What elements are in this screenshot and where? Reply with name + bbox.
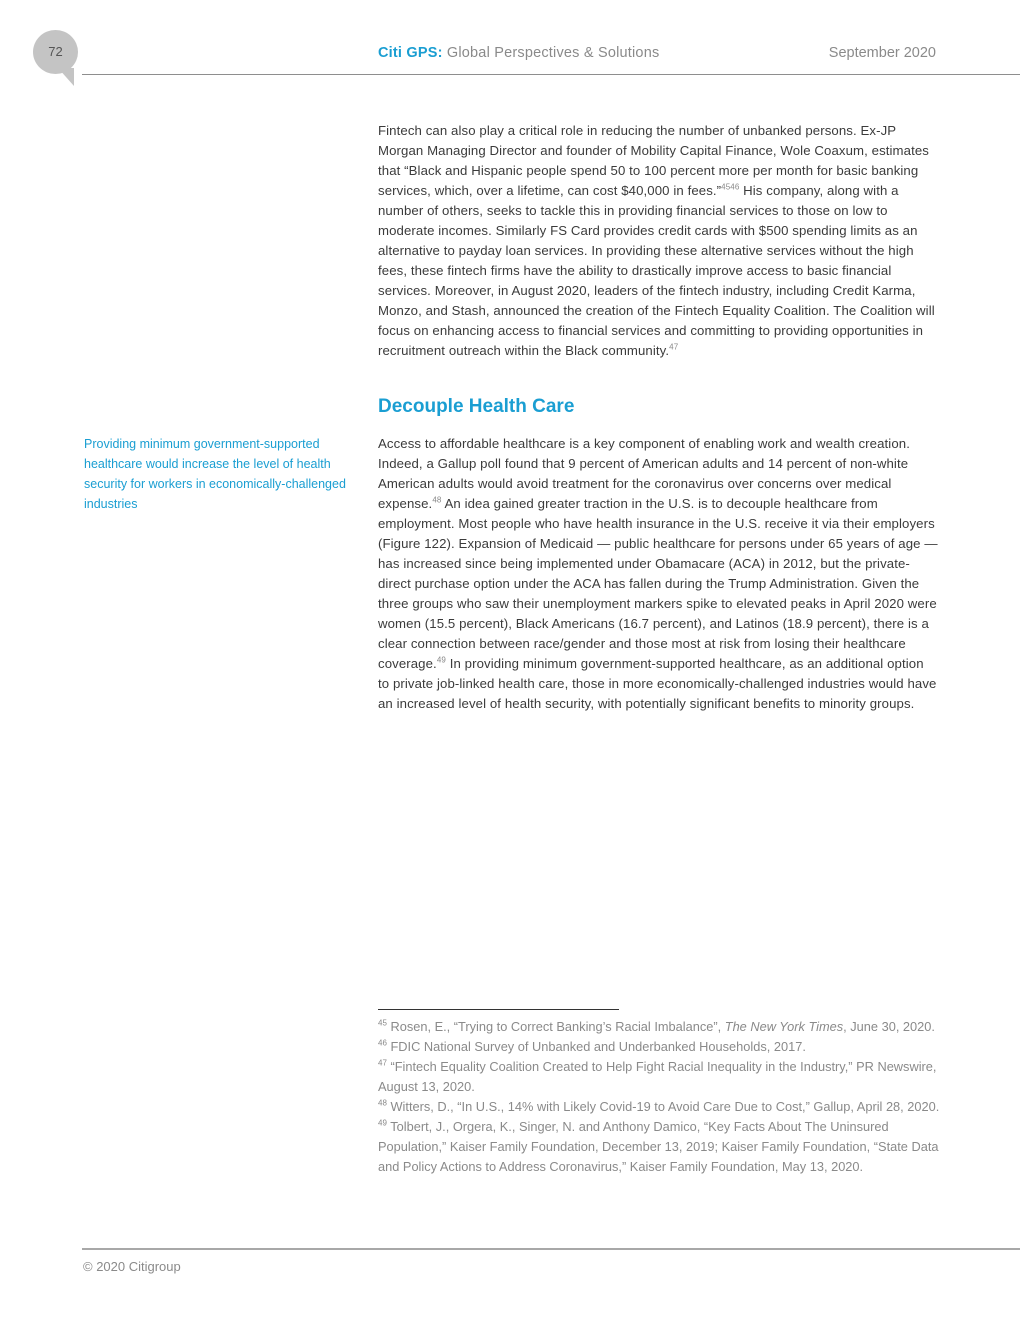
footer-copyright: © 2020 Citigroup — [83, 1259, 181, 1274]
footer-divider — [82, 1248, 1020, 1250]
header-brand: Citi GPS: — [378, 45, 443, 61]
footnote-ref-49: 49 — [436, 655, 446, 665]
footnote-text-tail: , June 30, 2020. — [843, 1019, 935, 1034]
footnote-item — [378, 1017, 940, 1037]
body-paragraph-healthcare — [378, 434, 938, 714]
header-title — [378, 45, 659, 61]
p2-text-b: An idea gained greater traction in the U.S. is to decouple healthcare from employment. Most people who have health insurance in the U.S. receive it via their employers (Figure 122). Expansion of Medicaid — public healthcare for persons under 65 years of age — has increased since being implemented under Obamacare (ACA) in 2012, but the private-direct purchase option under the ACA has fallen during the Trump Administration. Given the three groups who saw their unemployment markers spike to elevated peaks in April 2020 were women (15.5 percent), Black Americans (16.7 percent), and Latinos (18.9 percent), there is a clear connection between race/gender and those most at risk from losing their healthcare coverage. — [378, 496, 938, 671]
footnote-publication: The New York Times — [724, 1019, 844, 1034]
margin-callout: Providing minimum government-supported healthcare would increase the level of health security for workers in economically-challenged industries — [84, 437, 346, 511]
footnotes-list — [378, 1017, 940, 1177]
footnote-number: 47 — [378, 1058, 387, 1068]
footnote-text: Tolbert, J., Orgera, K., Singer, N. and Anthony Damico, “Key Facts About The Uninsured Population,” Kaiser Family Foundation, December 13, 2019; Kaiser Family Foundation, “State Data and Policy Actions to Address Coronavirus,” Kaiser Family Foundation, May 13, 2020. — [378, 1119, 939, 1174]
footnote-number: 49 — [378, 1118, 387, 1128]
body-paragraph-fintech — [378, 121, 938, 361]
footnote-ref-48: 48 — [432, 495, 442, 505]
footnote-item — [378, 1117, 940, 1177]
page-number: 72 — [48, 44, 63, 59]
footnote-divider — [378, 1009, 619, 1010]
footnote-number: 45 — [378, 1018, 387, 1028]
header-subtitle: Global Perspectives & Solutions — [446, 45, 660, 61]
footnote-ref-47: 47 — [669, 342, 679, 352]
section-heading: Decouple Health Care — [378, 396, 575, 417]
footnote-text: Witters, D., “In U.S., 14% with Likely Covid-19 to Avoid Care Due to Cost,” Gallup, April 28, 2020. — [386, 1099, 940, 1114]
footnote-number: 46 — [378, 1038, 387, 1048]
p1-text-a: Fintech can also play a critical role in reducing the number of unbanked persons. Ex-JP Morgan Managing Director and founder of Mobility Capital Finance, Wole Coaxum, estimates that “Black and Hispanic people spend 50 to 100 percent more per month for basic banking services, which, over a lifetime, can cost $40,000 in fees.” — [378, 123, 929, 198]
p2-text-c: In providing minimum government-supported healthcare, as an additional option to private job-linked health care, those in more economically-challenged industries would have an increased level of health security, with potentially significant benefits to minority groups. — [378, 656, 937, 711]
footnote-text: FDIC National Survey of Unbanked and Underbanked Households, 2017. — [386, 1039, 806, 1054]
header-divider — [82, 74, 1020, 75]
footnote-number: 48 — [378, 1098, 387, 1108]
footnote-ref-45-46: 4546 — [721, 182, 740, 192]
footnote-item — [378, 1037, 940, 1057]
p1-text-b: His company, along with a number of others, seeks to tackle this in providing financial services to those on low to moderate incomes. Similarly FS Card provides credit cards with $500 spending limits as an alternative to payday loan services. In providing these alternative services without the high fees, these fintech firms have the ability to drastically improve access to basic financial services. Moreover, in August 2020, leaders of the fintech industry, including Credit Karma, Monzo, and Stash, announced the creation of the Fintech Equality Coalition. The Coalition will focus on enhancing access to financial services and committing to providing opportunities in recruitment outreach within the Black community. — [378, 183, 935, 358]
p2-text-a: Access to affordable healthcare is a key component of enabling work and wealth creation. Indeed, a Gallup poll found that 9 percent of American adults and 14 percent of non-white American adults would avoid treatment for the coronavirus over concerns over medical expense. — [378, 436, 910, 511]
header-date: September 2020 — [828, 45, 936, 61]
footnote-item — [378, 1057, 940, 1097]
footnote-item — [378, 1097, 940, 1117]
footnote-text: “Fintech Equality Coalition Created to Help Fight Racial Inequality in the Industry,” PR Newswire, August 13, 2020. — [378, 1059, 937, 1094]
footnote-text: Rosen, E., “Trying to Correct Banking’s Racial Imbalance”, — [386, 1019, 725, 1034]
